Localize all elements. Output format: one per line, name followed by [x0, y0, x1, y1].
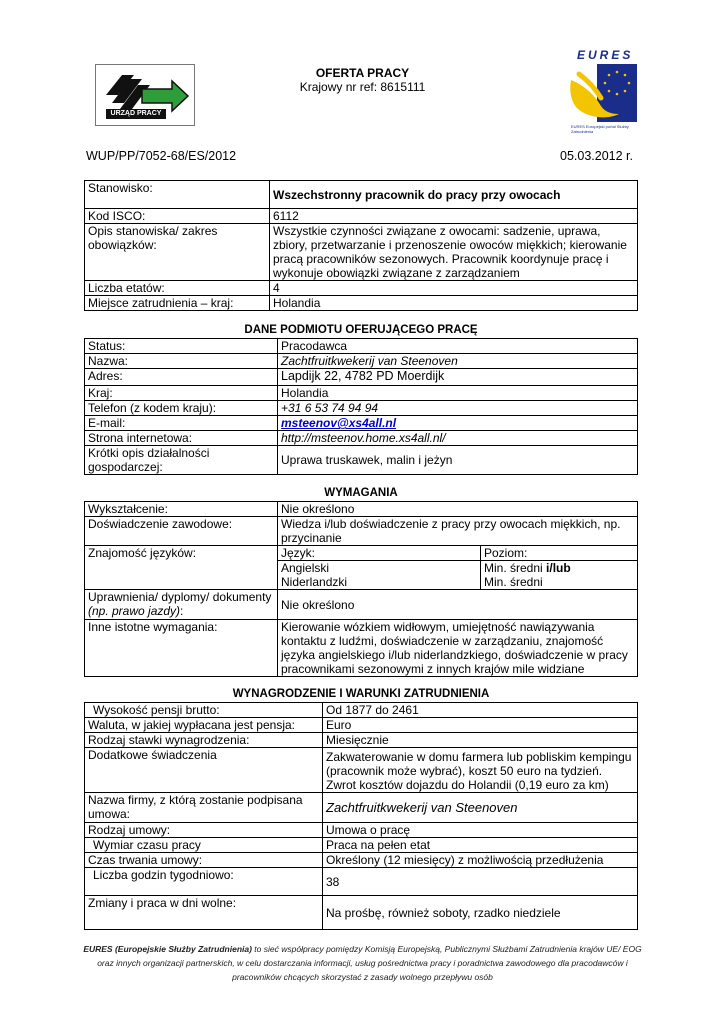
document-date: 05.03.2012 r.: [560, 149, 633, 163]
positions-count-label: Liczba etatów:: [85, 281, 270, 296]
employer-country-label: Kraj:: [85, 386, 278, 401]
rate-type-value: Miesięcznie: [323, 733, 638, 748]
level-1-or: i/lub: [546, 561, 571, 575]
licenses-label: Uprawnienia/ dyplomy/ dokumenty: [88, 590, 272, 604]
level-1-text: Min. średni: [484, 561, 547, 575]
salary-value: Od 1877 do 2461: [323, 703, 638, 718]
table-row: [85, 620, 638, 677]
table-row: [85, 718, 638, 733]
phone-label: Telefon (z kodem kraju):: [85, 401, 278, 416]
weekly-hours-label: Liczba godzin tygodniowo:: [85, 868, 323, 896]
other-requirements-value: Kierowanie wózkiem widłowym, umiejętność nawiązywania kontaktu z ludźmi, doświadczenie w zarządzaniu, znajomość języka angielskiego i/lub niderlandzkiego, doświadczenie w pracy pracownikami sezonowymi z innych krajów mile widziane: [278, 620, 638, 677]
currency-label: Waluta, w jakiej wypłacana jest pensja:: [85, 718, 323, 733]
footer-line-1: [60, 942, 665, 956]
benefits-value: Zakwaterowanie w domu farmera lub pobliskim kempingu (pracownik może wybrać), koszt 50 euro na tydzień. Zwrot kosztów dojazdu do Holandii (0,19 euro za km): [323, 748, 638, 793]
phone-value: +31 6 53 74 94 94: [278, 401, 638, 416]
table-row: [85, 896, 638, 930]
licenses-example: (np. prawo jazdy): [88, 604, 181, 618]
positions-count-value: 4: [270, 281, 638, 296]
table-row: [85, 386, 638, 401]
status-label: Status:: [85, 339, 278, 354]
position-value: Wszechstronny pracownik do pracy przy owocach: [270, 181, 638, 209]
contract-type-label: Rodzaj umowy:: [85, 823, 323, 838]
other-requirements-label: Inne istotne wymagania:: [85, 620, 278, 677]
table-row: [85, 838, 638, 853]
experience-label: Doświadczenie zawodowe:: [85, 517, 278, 546]
table-row: [85, 517, 638, 546]
footer-line-2: oraz innych organizacji partnerskich, w celu dostarczania informacji, usług pośrednictwa pracy i poradnictwa zawodowego dla pracodawców i: [97, 958, 628, 968]
table-row: [85, 590, 638, 620]
business-description-label: Krótki opis działalności gospodarczej:: [85, 446, 278, 475]
eures-logo-caption: EURES Europejski portal Służby Zatrudnienia: [571, 124, 629, 134]
table-row: [85, 224, 638, 281]
language-1: Angielski: [278, 561, 481, 576]
experience-value: Wiedza i/lub doświadczenie z pracy przy owocach miękkich, np. przycinanie: [278, 517, 638, 546]
licenses-value: Nie określono: [278, 590, 638, 620]
working-time-label: Wymiar czasu pracy: [85, 838, 323, 853]
offer-title: OFERTA PRACY: [315, 66, 410, 80]
level-2: Min. średni: [481, 575, 638, 590]
contract-duration-label: Czas trwania umowy:: [85, 853, 323, 868]
currency-value: Euro: [323, 718, 638, 733]
table-row: [85, 431, 638, 446]
table-row: [85, 748, 638, 793]
contract-duration-value: Określony (12 miesięcy) z możliwością przedłużenia: [323, 853, 638, 868]
description-value: Wszystkie czynności związane z owocami: sadzenie, uprawa, zbiory, przetwarzanie i przenoszenie owoców miękkich; kierowanie pracą pracowników sezonowych. Pracownik koordynuje pracę i wykonuje obowiązki związane z zarządzaniem: [270, 224, 638, 281]
rate-type-label: Rodzaj stawki wynagrodzenia:: [85, 733, 323, 748]
employer-country-value: Holandia: [278, 386, 638, 401]
requirements-section-title: WYMAGANIA: [324, 487, 398, 499]
status-value: Pracodawca: [278, 339, 638, 354]
education-label: Wykształcenie:: [85, 502, 278, 517]
table-row: [85, 369, 638, 386]
salary-section-title: WYNAGRODZENIE I WARUNKI ZATRUDNIENIA: [232, 688, 490, 700]
level-column-header: Poziom:: [481, 546, 638, 561]
working-time-value: Praca na pełen etat: [323, 838, 638, 853]
level-1: [481, 561, 638, 576]
country-label: Miejsce zatrudnienia – kraj:: [85, 296, 270, 311]
email-cell: [278, 416, 638, 431]
licenses-colon: :: [180, 604, 184, 618]
table-row: [85, 401, 638, 416]
footer-note: [60, 942, 665, 984]
contract-company-label: Nazwa firmy, z którą zostanie podpisana umowa:: [85, 793, 323, 823]
email-link[interactable]: msteenov@xs4all.nl: [281, 416, 397, 430]
business-description-value: Uprawa truskawek, malin i jeżyn: [278, 446, 638, 475]
website-value[interactable]: http://msteenov.home.xs4all.nl/: [278, 431, 638, 446]
footer-eures-name: EURES (Europejskie Służby Zatrudnienia): [83, 944, 252, 954]
table-row: [85, 181, 638, 209]
eures-logo-text: EURES: [577, 48, 634, 62]
shifts-label: Zmiany i praca w dni wolne:: [85, 896, 323, 930]
table-row: [85, 446, 638, 475]
table-row: [85, 823, 638, 838]
contract-type-value: Umowa o pracę: [323, 823, 638, 838]
table-row: [85, 546, 638, 561]
table-row: [85, 793, 638, 823]
isco-label: Kod ISCO:: [85, 209, 270, 224]
table-row: [85, 296, 638, 311]
footer-line-3: pracowników chcących skorzystać z zasady wolnego przepływu osób: [232, 972, 493, 982]
table-row: [85, 209, 638, 224]
address-label: Adres:: [85, 369, 278, 386]
benefits-label: Dodatkowe świadczenia: [85, 748, 323, 793]
table-row: [85, 354, 638, 369]
education-value: Nie określono: [278, 502, 638, 517]
description-label: Opis stanowiska/ zakres obowiązków:: [85, 224, 270, 281]
document-number: WUP/PP/7052-68/ES/2012: [86, 149, 237, 163]
table-row: [85, 733, 638, 748]
company-name-label: Nazwa:: [85, 354, 278, 369]
employer-section-title: DANE PODMIOTU OFERUJĄCEGO PRACĘ: [244, 324, 478, 336]
salary-table: [84, 702, 638, 930]
company-name-value: Zachtfruitkwekerij van Steenoven: [278, 354, 638, 369]
table-row: [85, 281, 638, 296]
eures-logo: [567, 48, 637, 136]
languages-label: Znajomość języków:: [85, 546, 278, 590]
table-row: [85, 853, 638, 868]
table-row: [85, 502, 638, 517]
table-row: [85, 703, 638, 718]
contract-company-value: Zachtfruitkwekerij van Steenoven: [323, 793, 638, 823]
address-value: Lapdijk 22, 4782 PD Moerdijk: [278, 369, 638, 386]
weekly-hours-value: 38: [323, 868, 638, 896]
shifts-value: Na prośbę, również soboty, rzadko niedziele: [323, 896, 638, 930]
country-value: Holandia: [270, 296, 638, 311]
table-row: [85, 416, 638, 431]
salary-label: Wysokość pensji brutto:: [85, 703, 323, 718]
position-table: [84, 180, 638, 311]
offer-ref: Krajowy nr ref: 8615111: [299, 80, 426, 94]
urzad-pracy-logo: [95, 64, 195, 126]
employer-table: [84, 338, 638, 475]
urzad-pracy-logo-text: URZĄD PRACY: [106, 109, 166, 119]
language-2: Niderlandzki: [278, 575, 481, 590]
isco-value: 6112: [270, 209, 638, 224]
eures-emblem: [567, 62, 637, 124]
position-label: Stanowisko:: [85, 181, 270, 209]
requirements-table: [84, 501, 638, 677]
table-row: [85, 339, 638, 354]
language-column-header: Język:: [278, 546, 481, 561]
website-label: Strona internetowa:: [85, 431, 278, 446]
email-label: E-mail:: [85, 416, 278, 431]
table-row: [85, 868, 638, 896]
footer-line-1-text: to sieć współpracy pomiędzy Komisją Europejską, Publicznymi Służbami Zatrudnienia krajów UE/ EOG: [251, 944, 642, 954]
licenses-label-cell: [85, 590, 278, 620]
